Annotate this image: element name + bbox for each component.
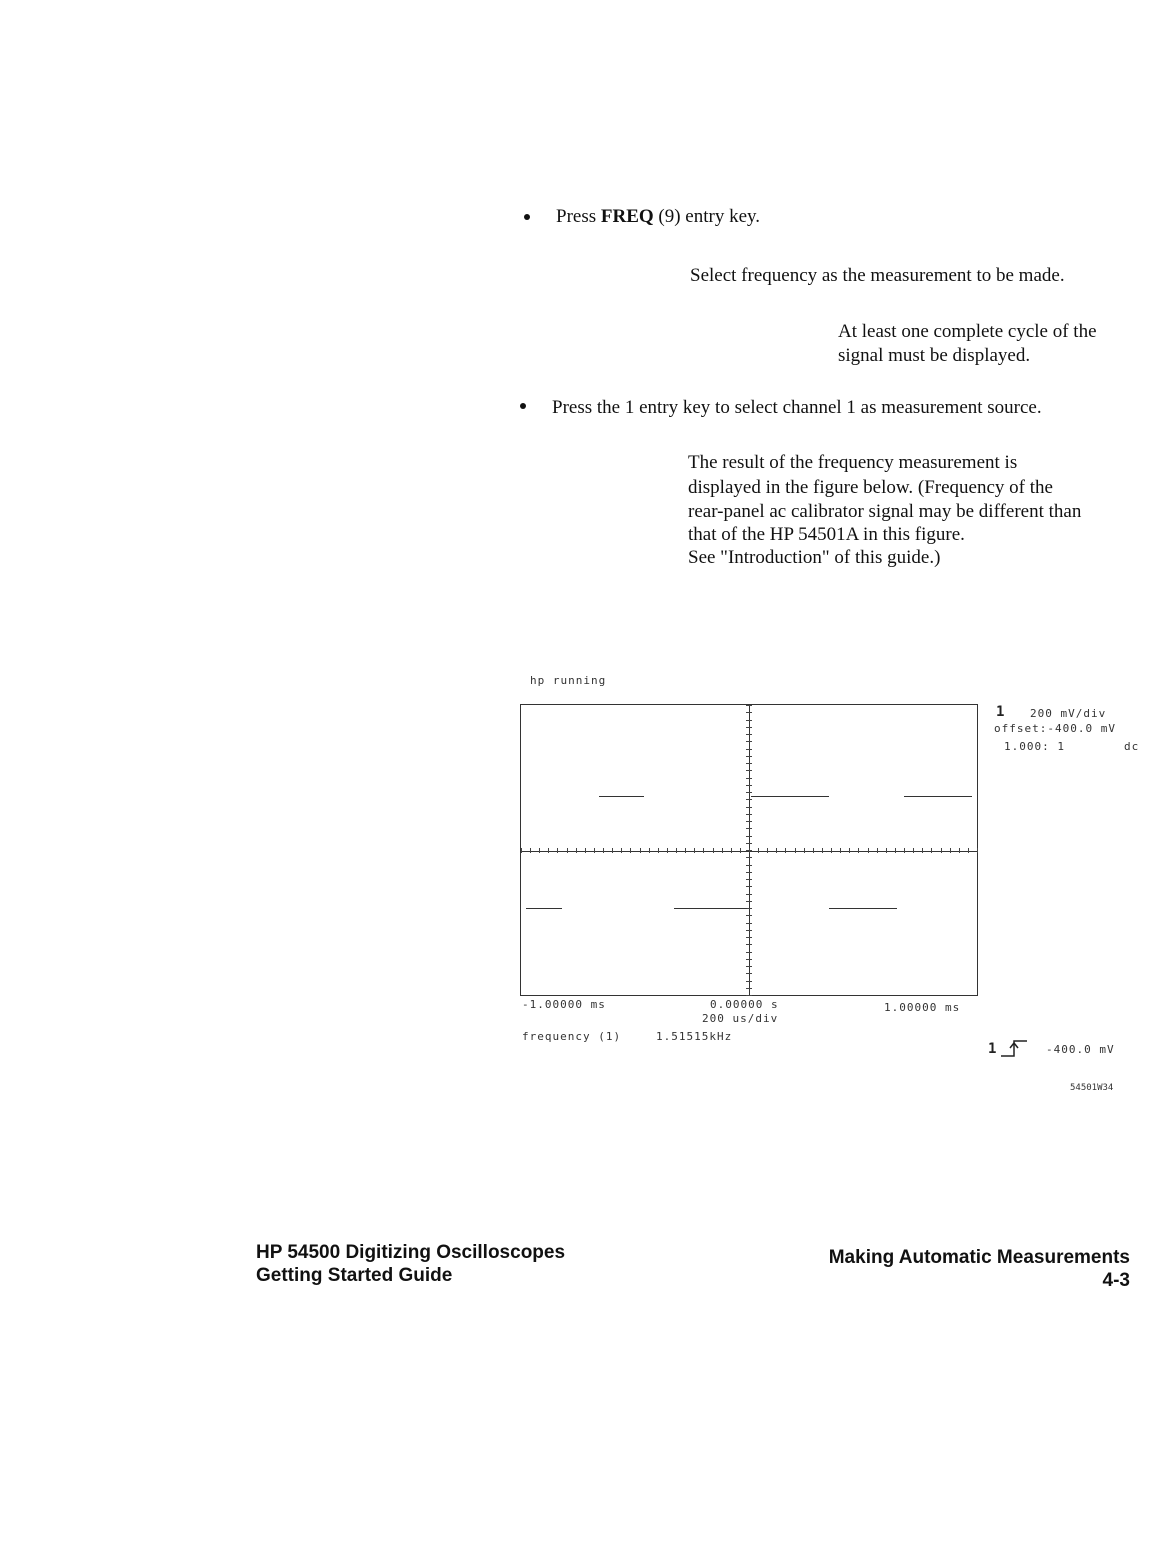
rising-edge-trigger-icon [1000,1038,1028,1058]
graticule-minor-tick [849,848,850,853]
graticule-minor-tick [649,848,650,853]
freq-key-label: FREQ [600,206,654,227]
graticule-minor-tick [731,848,732,853]
step-1-note2-line1: At least one complete cycle of the [838,321,1097,342]
graticule-minor-tick [713,848,714,853]
graticule-minor-tick [904,848,905,853]
scope-graticule [520,704,978,996]
graticule-minor-tick [658,848,659,853]
graticule-minor-tick [746,995,752,996]
graticule-minor-tick [676,848,677,853]
graticule-minor-tick [703,848,704,853]
graticule-minor-tick [746,734,752,735]
graticule-minor-tick [746,879,752,880]
measurement-label: frequency (1) [522,1030,622,1043]
graticule-minor-tick [746,836,752,837]
graticule-minor-tick [630,848,631,853]
step-2-note-line2: displayed in the figure below. (Frequency of the [688,477,1053,498]
step-1-prefix: Press [556,206,601,227]
graticule-minor-tick [594,848,595,853]
graticule-minor-tick [831,848,832,853]
scope-status: hp running [530,674,607,687]
graticule-minor-tick [746,857,752,858]
timebase-label: 200 us/div [702,1012,779,1025]
footer-chapter-title: Making Automatic Measurements [828,1247,1130,1268]
graticule-minor-tick [749,848,750,853]
graticule-minor-tick [977,848,978,853]
graticule-minor-tick [746,915,752,916]
graticule-minor-tick [922,848,923,853]
graticule-minor-tick [746,923,752,924]
graticule-minor-tick [746,807,752,808]
graticule-minor-tick [913,848,914,853]
measurement-value: 1.51515kHz [656,1030,733,1043]
graticule-minor-tick [694,848,695,853]
graticule-minor-tick [822,848,823,853]
trigger-channel: 1 [988,1041,998,1057]
graticule-minor-tick [746,763,752,764]
graticule-minor-tick [746,981,752,982]
probe-attenuation: 1.000: 1 [1004,740,1065,753]
graticule-minor-tick [746,828,752,829]
channel-offset: offset:-400.0 mV [994,722,1116,735]
graticule-minor-tick [576,848,577,853]
graticule-minor-tick [767,848,768,853]
time-right-label: 1.00000 ms [884,1001,961,1014]
graticule-minor-tick [746,966,752,967]
graticule-minor-tick [746,952,752,953]
graticule-minor-tick [931,848,932,853]
step-2-note-line1: The result of the frequency measurement is [688,452,1018,473]
graticule-minor-tick [877,848,878,853]
graticule-minor-tick [667,848,668,853]
footer-manual-title: HP 54500 Digitizing Oscilloscopes [256,1242,566,1263]
graticule-minor-tick [895,848,896,853]
graticule-minor-tick [746,727,752,728]
graticule-minor-tick [941,848,942,853]
graticule-minor-tick [746,930,752,931]
graticule-minor-tick [746,756,752,757]
graticule-minor-tick [746,843,752,844]
waveform-segment [904,796,972,797]
graticule-minor-tick [746,901,752,902]
waveform-segment [674,908,747,909]
graticule-minor-tick [746,908,752,909]
graticule-minor-tick [804,848,805,853]
graticule-minor-tick [746,785,752,786]
graticule-minor-tick [746,894,752,895]
time-center-label: 0.00000 s [710,998,779,1011]
graticule-minor-tick [746,705,752,706]
time-left-label: -1.00000 ms [522,998,606,1011]
graticule-minor-tick [740,848,741,853]
bullet-icon [520,403,526,409]
footer-guide-title: Getting Started Guide [256,1265,453,1286]
figure-id: 54501W34 [1070,1083,1114,1093]
graticule-minor-tick [959,848,960,853]
graticule-minor-tick [746,749,752,750]
graticule-minor-tick [548,848,549,853]
graticule-minor-tick [585,848,586,853]
graticule-minor-tick [746,944,752,945]
graticule-minor-tick [785,848,786,853]
graticule-minor-tick [746,814,752,815]
graticule-minor-tick [557,848,558,853]
waveform-segment [751,796,829,797]
trigger-level: -400.0 mV [1046,1043,1115,1056]
graticule-minor-tick [746,720,752,721]
graticule-minor-tick [621,848,622,853]
channel-number: 1 [996,704,1006,720]
graticule-minor-tick [886,848,887,853]
step-2-note-line5: See "Introduction" of this guide.) [688,547,941,568]
waveform-segment [526,908,562,909]
waveform-segment [599,796,645,797]
graticule-minor-tick [746,799,752,800]
graticule-minor-tick [722,848,723,853]
graticule-minor-tick [746,937,752,938]
graticule-minor-tick [858,848,859,853]
graticule-minor-tick [640,848,641,853]
step-1-text [556,205,760,229]
graticule-minor-tick [776,848,777,853]
graticule-minor-tick [746,741,752,742]
graticule-minor-tick [746,959,752,960]
channel-scale: 200 mV/div [1030,707,1107,720]
graticule-minor-tick [795,848,796,853]
graticule-minor-tick [567,848,568,853]
graticule-minor-tick [950,848,951,853]
graticule-minor-tick [758,848,759,853]
coupling: dc [1124,740,1140,753]
graticule-minor-tick [530,848,531,853]
waveform-segment [829,908,897,909]
graticule-minor-tick [868,848,869,853]
graticule-minor-tick [746,872,752,873]
graticule-minor-tick [746,886,752,887]
graticule-minor-tick [746,792,752,793]
graticule-minor-tick [840,848,841,853]
graticule-minor-tick [746,973,752,974]
graticule-minor-tick [746,821,752,822]
graticule-minor-tick [746,988,752,989]
graticule-minor-tick [746,865,752,866]
step-2-note-line3: rear-panel ac calibrator signal may be different than [688,501,1082,522]
page-number: 4-3 [1102,1270,1130,1291]
graticule-minor-tick [539,848,540,853]
graticule-minor-tick [746,712,752,713]
step-2-note-line4: that of the HP 54501A in this figure. [688,524,965,545]
graticule-minor-tick [813,848,814,853]
step-1-note: Select frequency as the measurement to be made. [690,265,1065,286]
graticule-minor-tick [968,848,969,853]
graticule-minor-tick [612,848,613,853]
graticule-minor-tick [521,848,522,853]
step-1-note2-line2: signal must be displayed. [838,345,1031,366]
graticule-minor-tick [746,778,752,779]
graticule-minor-tick [603,848,604,853]
graticule-minor-tick [685,848,686,853]
bullet-icon [524,214,530,220]
graticule-minor-tick [746,770,752,771]
step-2-text: Press the 1 entry key to select channel 1 as measurement source. [552,397,1042,418]
step-1-suffix: (9) entry key. [653,206,761,227]
